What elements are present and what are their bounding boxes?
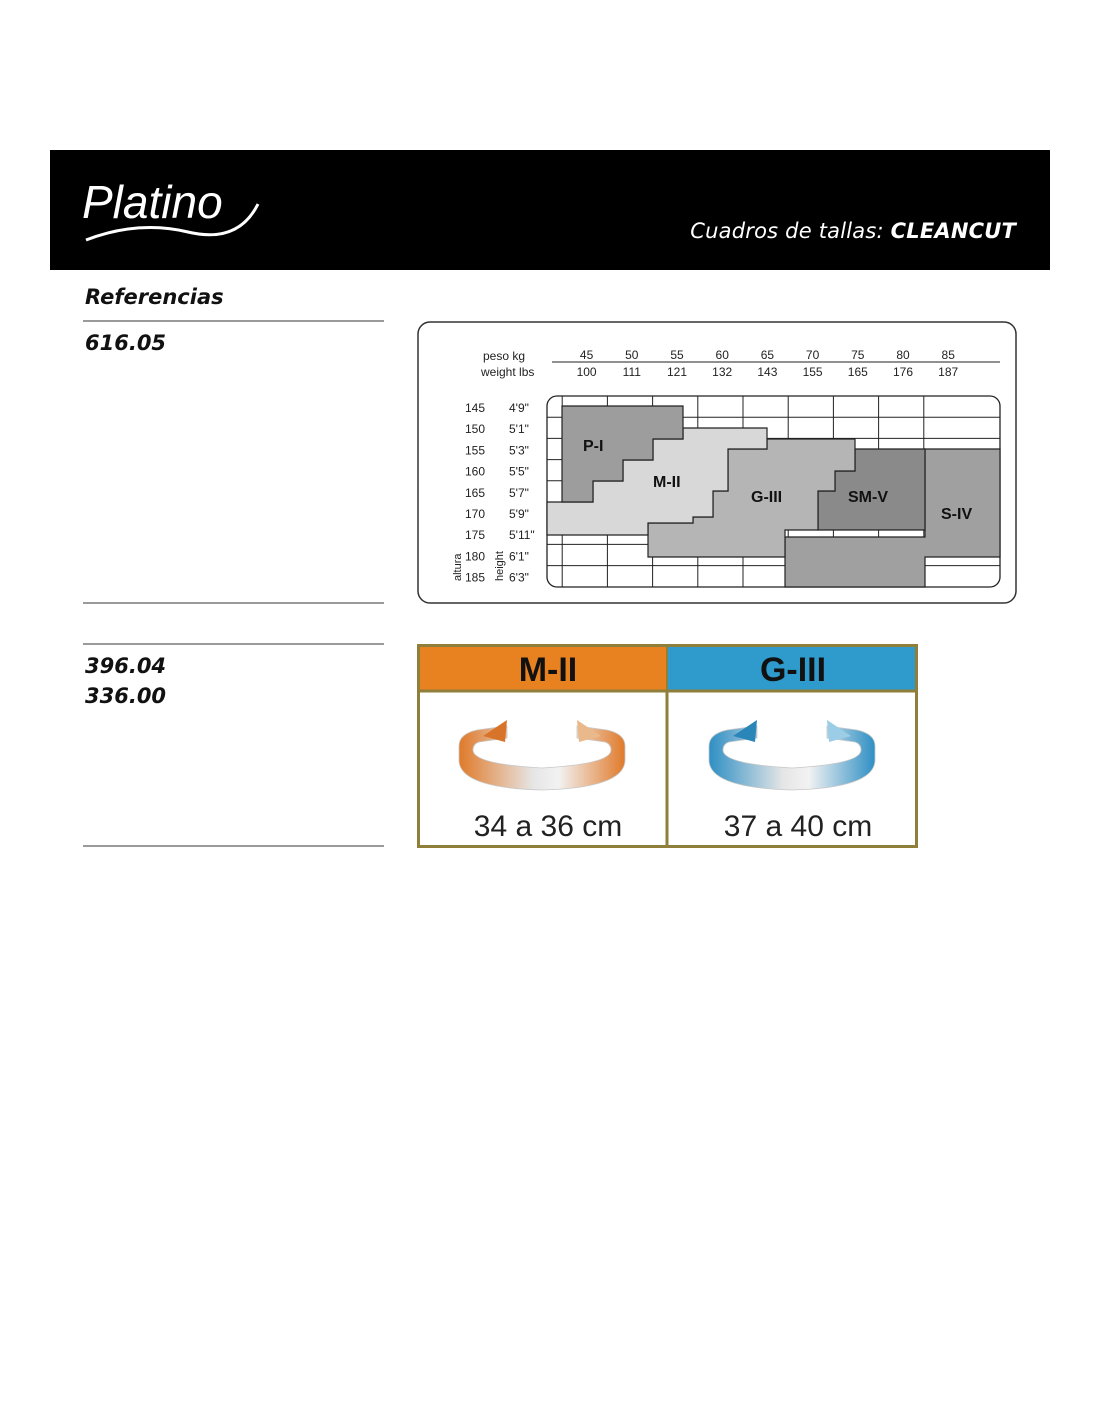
height-ft-tick: 5'5" bbox=[509, 464, 529, 479]
weight-lbs-tick: 165 bbox=[847, 365, 868, 379]
weight-kg-tick: 65 bbox=[760, 348, 775, 362]
weight-kg-tick: 85 bbox=[941, 348, 955, 362]
weight-kg-tick: 55 bbox=[670, 348, 684, 362]
weight-kg-tick: 45 bbox=[579, 348, 594, 362]
header-banner bbox=[50, 150, 1050, 270]
range-g-iii: 37 a 40 cm bbox=[723, 810, 873, 843]
title-product: CLEANCUT bbox=[890, 219, 1016, 243]
height-cm-tick: 175 bbox=[465, 528, 486, 543]
logo-wordmark: Platino bbox=[82, 176, 223, 228]
height-cm-tick: 150 bbox=[465, 422, 486, 437]
height-cm-tick: 145 bbox=[465, 401, 486, 415]
weight-lbs-tick: 100 bbox=[576, 365, 597, 379]
range-m-ii: 34 a 36 cm bbox=[473, 810, 623, 843]
weight-kg-tick: 50 bbox=[625, 348, 639, 362]
size-label-s-iv: S-IV bbox=[941, 506, 973, 523]
height-ft-tick: 5'11" bbox=[509, 528, 535, 543]
header-g-iii: G-III bbox=[759, 651, 827, 689]
height-ft-tick: 6'3" bbox=[509, 570, 529, 585]
divider bbox=[83, 320, 384, 322]
weight-lbs-tick: 176 bbox=[892, 365, 914, 379]
reference-code: 616.05 bbox=[85, 331, 167, 355]
size-label-p-i: P-I bbox=[583, 438, 604, 455]
height-cm-tick: 160 bbox=[465, 464, 486, 479]
size-label-sm-v: SM-V bbox=[848, 489, 888, 506]
height-cm-tick: 185 bbox=[465, 570, 486, 585]
divider bbox=[83, 602, 384, 604]
waist-size-chart bbox=[417, 644, 918, 848]
divider bbox=[83, 845, 384, 847]
height-cm-tick: 180 bbox=[465, 549, 486, 564]
height-ft-tick: 5'9" bbox=[509, 507, 529, 521]
height-axis-label-en: height bbox=[494, 551, 506, 581]
title-prefix: Cuadros de tallas: bbox=[690, 219, 884, 243]
weight-lbs-tick: 111 bbox=[622, 365, 641, 379]
size-label-g-iii: G-III bbox=[751, 489, 783, 506]
height-ft-tick: 6'1" bbox=[509, 549, 529, 564]
height-ft-tick: 5'7" bbox=[509, 485, 529, 500]
divider bbox=[83, 643, 384, 645]
reference-code: 336.00 bbox=[85, 684, 167, 708]
height-axis-label-es: altura bbox=[452, 553, 464, 581]
header-m-ii: M-II bbox=[518, 651, 578, 689]
weight-lbs-tick: 187 bbox=[938, 365, 959, 379]
weight-lbs-tick: 143 bbox=[757, 365, 778, 379]
weight-lbs-tick: 132 bbox=[712, 365, 733, 379]
weight-kg-tick: 70 bbox=[805, 348, 820, 362]
page-title bbox=[690, 219, 1016, 243]
height-cm-tick: 155 bbox=[465, 443, 486, 458]
weight-lbs-label: weight lbs bbox=[481, 365, 535, 379]
height-cm-tick: 170 bbox=[465, 507, 486, 521]
height-ft-tick: 5'3" bbox=[509, 443, 529, 458]
size-label-m-ii: M-II bbox=[653, 474, 681, 491]
height-cm-tick: 165 bbox=[465, 485, 486, 500]
weight-kg-label: peso kg bbox=[483, 349, 526, 363]
size-chart bbox=[417, 321, 1017, 604]
reference-code: 396.04 bbox=[85, 654, 167, 678]
references-heading: Referencias bbox=[85, 285, 224, 309]
height-ft-tick: 4'9" bbox=[509, 401, 529, 415]
height-ft-tick: 5'1" bbox=[509, 422, 529, 437]
weight-lbs-tick: 121 bbox=[666, 365, 688, 379]
weight-kg-tick: 60 bbox=[715, 348, 729, 362]
weight-kg-tick: 75 bbox=[851, 348, 865, 362]
weight-kg-tick: 80 bbox=[896, 348, 910, 362]
weight-lbs-tick: 155 bbox=[802, 365, 823, 379]
platino-logo bbox=[78, 168, 263, 248]
